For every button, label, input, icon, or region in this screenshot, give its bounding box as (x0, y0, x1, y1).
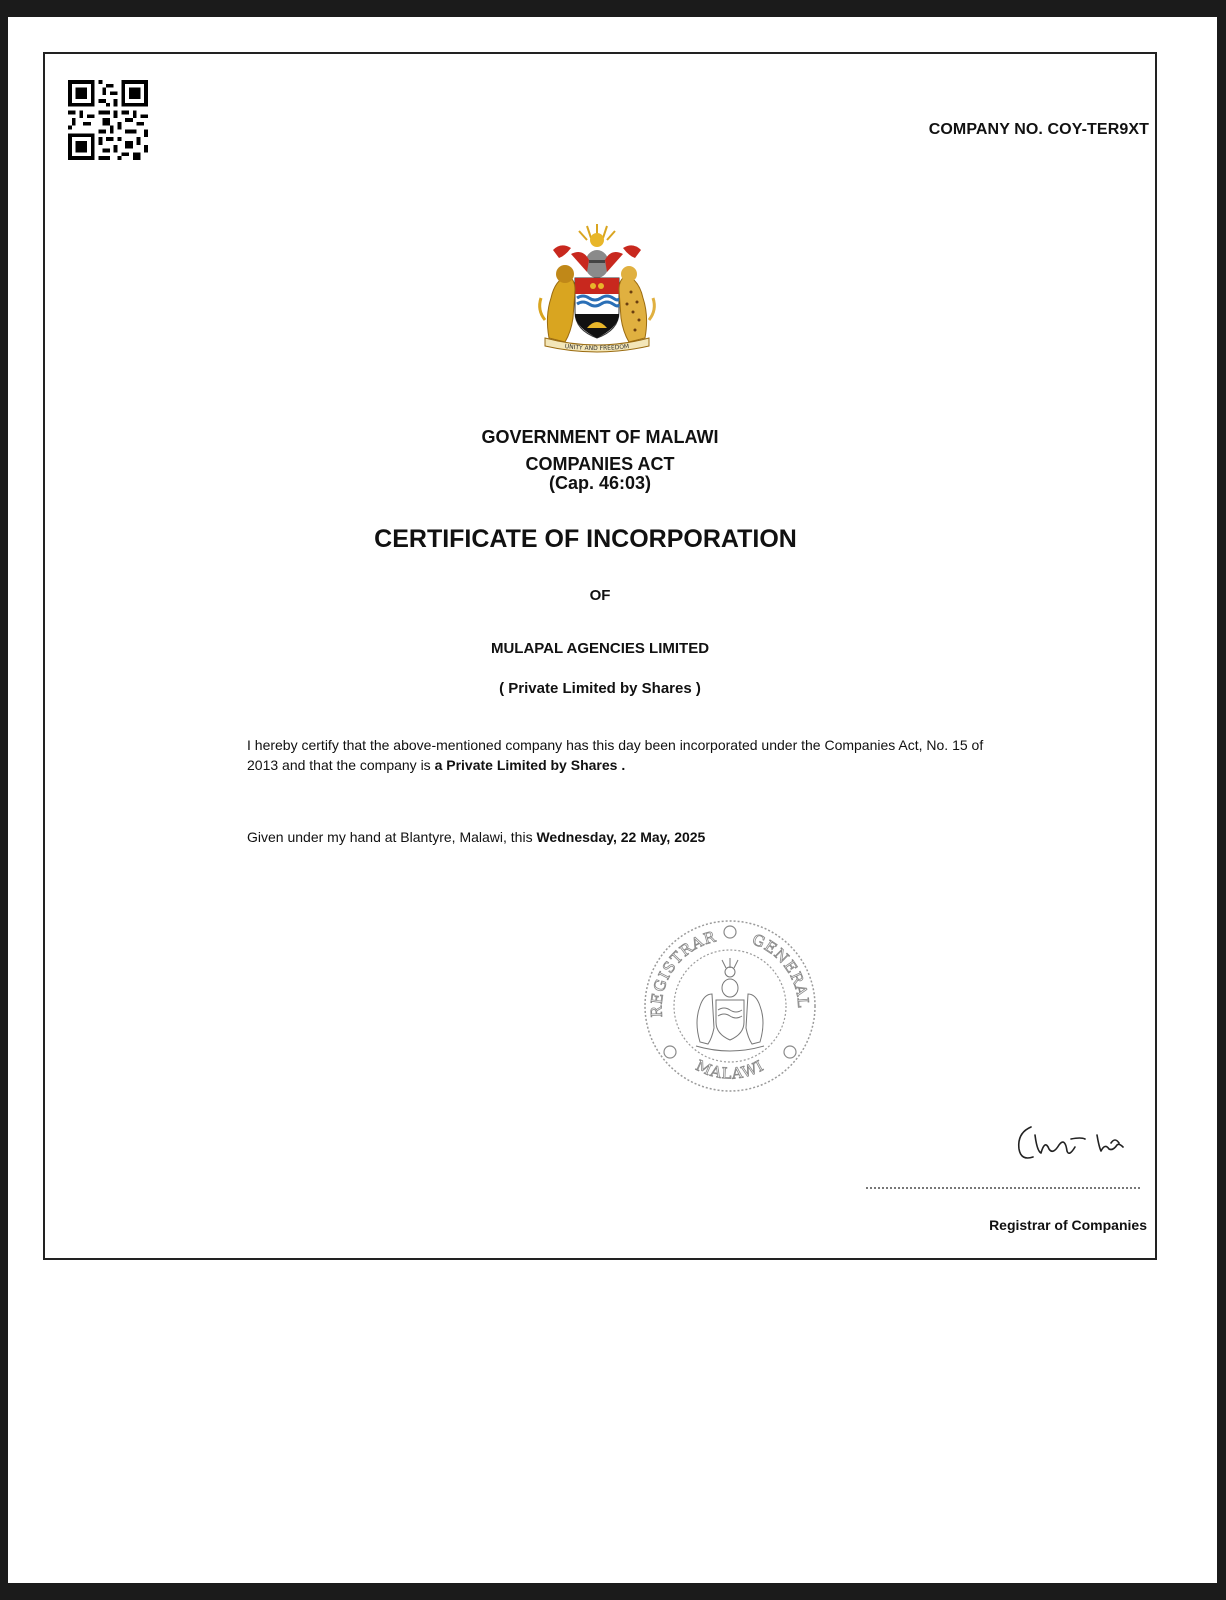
certification-paragraph (247, 735, 987, 775)
svg-text:UNITY AND FREEDOM (564, 343, 629, 352)
registrar-general-seal (642, 918, 818, 1094)
of-label: OF (589, 587, 611, 604)
given-date: Wednesday, 22 May, 2025 (536, 829, 706, 845)
svg-text:REGISTRAR (648, 928, 719, 1018)
certificate-page (8, 17, 1217, 1583)
given-text: Given under my hand at Blantyre, Malawi, this (247, 829, 537, 845)
seal-text-registrar: REGISTRAR (647, 927, 719, 1018)
company-number: COMPANY NO. COY-TER9XT (928, 121, 1149, 138)
company-name: MULAPAL AGENCIES LIMITED (490, 640, 710, 657)
crest-motto: UNITY AND FREEDOM (564, 343, 630, 353)
act-heading: COMPANIES ACT (525, 454, 675, 474)
registrar-title: Registrar of Companies (989, 1217, 1147, 1233)
certification-text: I hereby certify that the above-mentioned company has this day been incorporated under the Companies Act, No. 15 of 2013 and that the company is (247, 737, 984, 773)
certification-company-type: a Private Limited by Shares . (434, 757, 626, 773)
given-statement (247, 829, 705, 845)
svg-text:MALAWI (693, 1056, 767, 1082)
svg-text:GENERAL (750, 930, 813, 1009)
act-chapter: (Cap. 46:03) (548, 473, 652, 493)
qr-code (68, 80, 148, 160)
seal-text-malawi: MALAWI (692, 1056, 768, 1083)
coat-of-arms-emblem (531, 220, 663, 356)
certificate-title: CERTIFICATE OF INCORPORATION (374, 525, 797, 553)
company-type: ( Private Limited by Shares ) (499, 680, 701, 697)
registrar-signature (1013, 1117, 1133, 1172)
seal-text-general: GENERAL (749, 930, 813, 1010)
signature-line (866, 1187, 1140, 1189)
government-heading: GOVERNMENT OF MALAWI (481, 427, 719, 447)
